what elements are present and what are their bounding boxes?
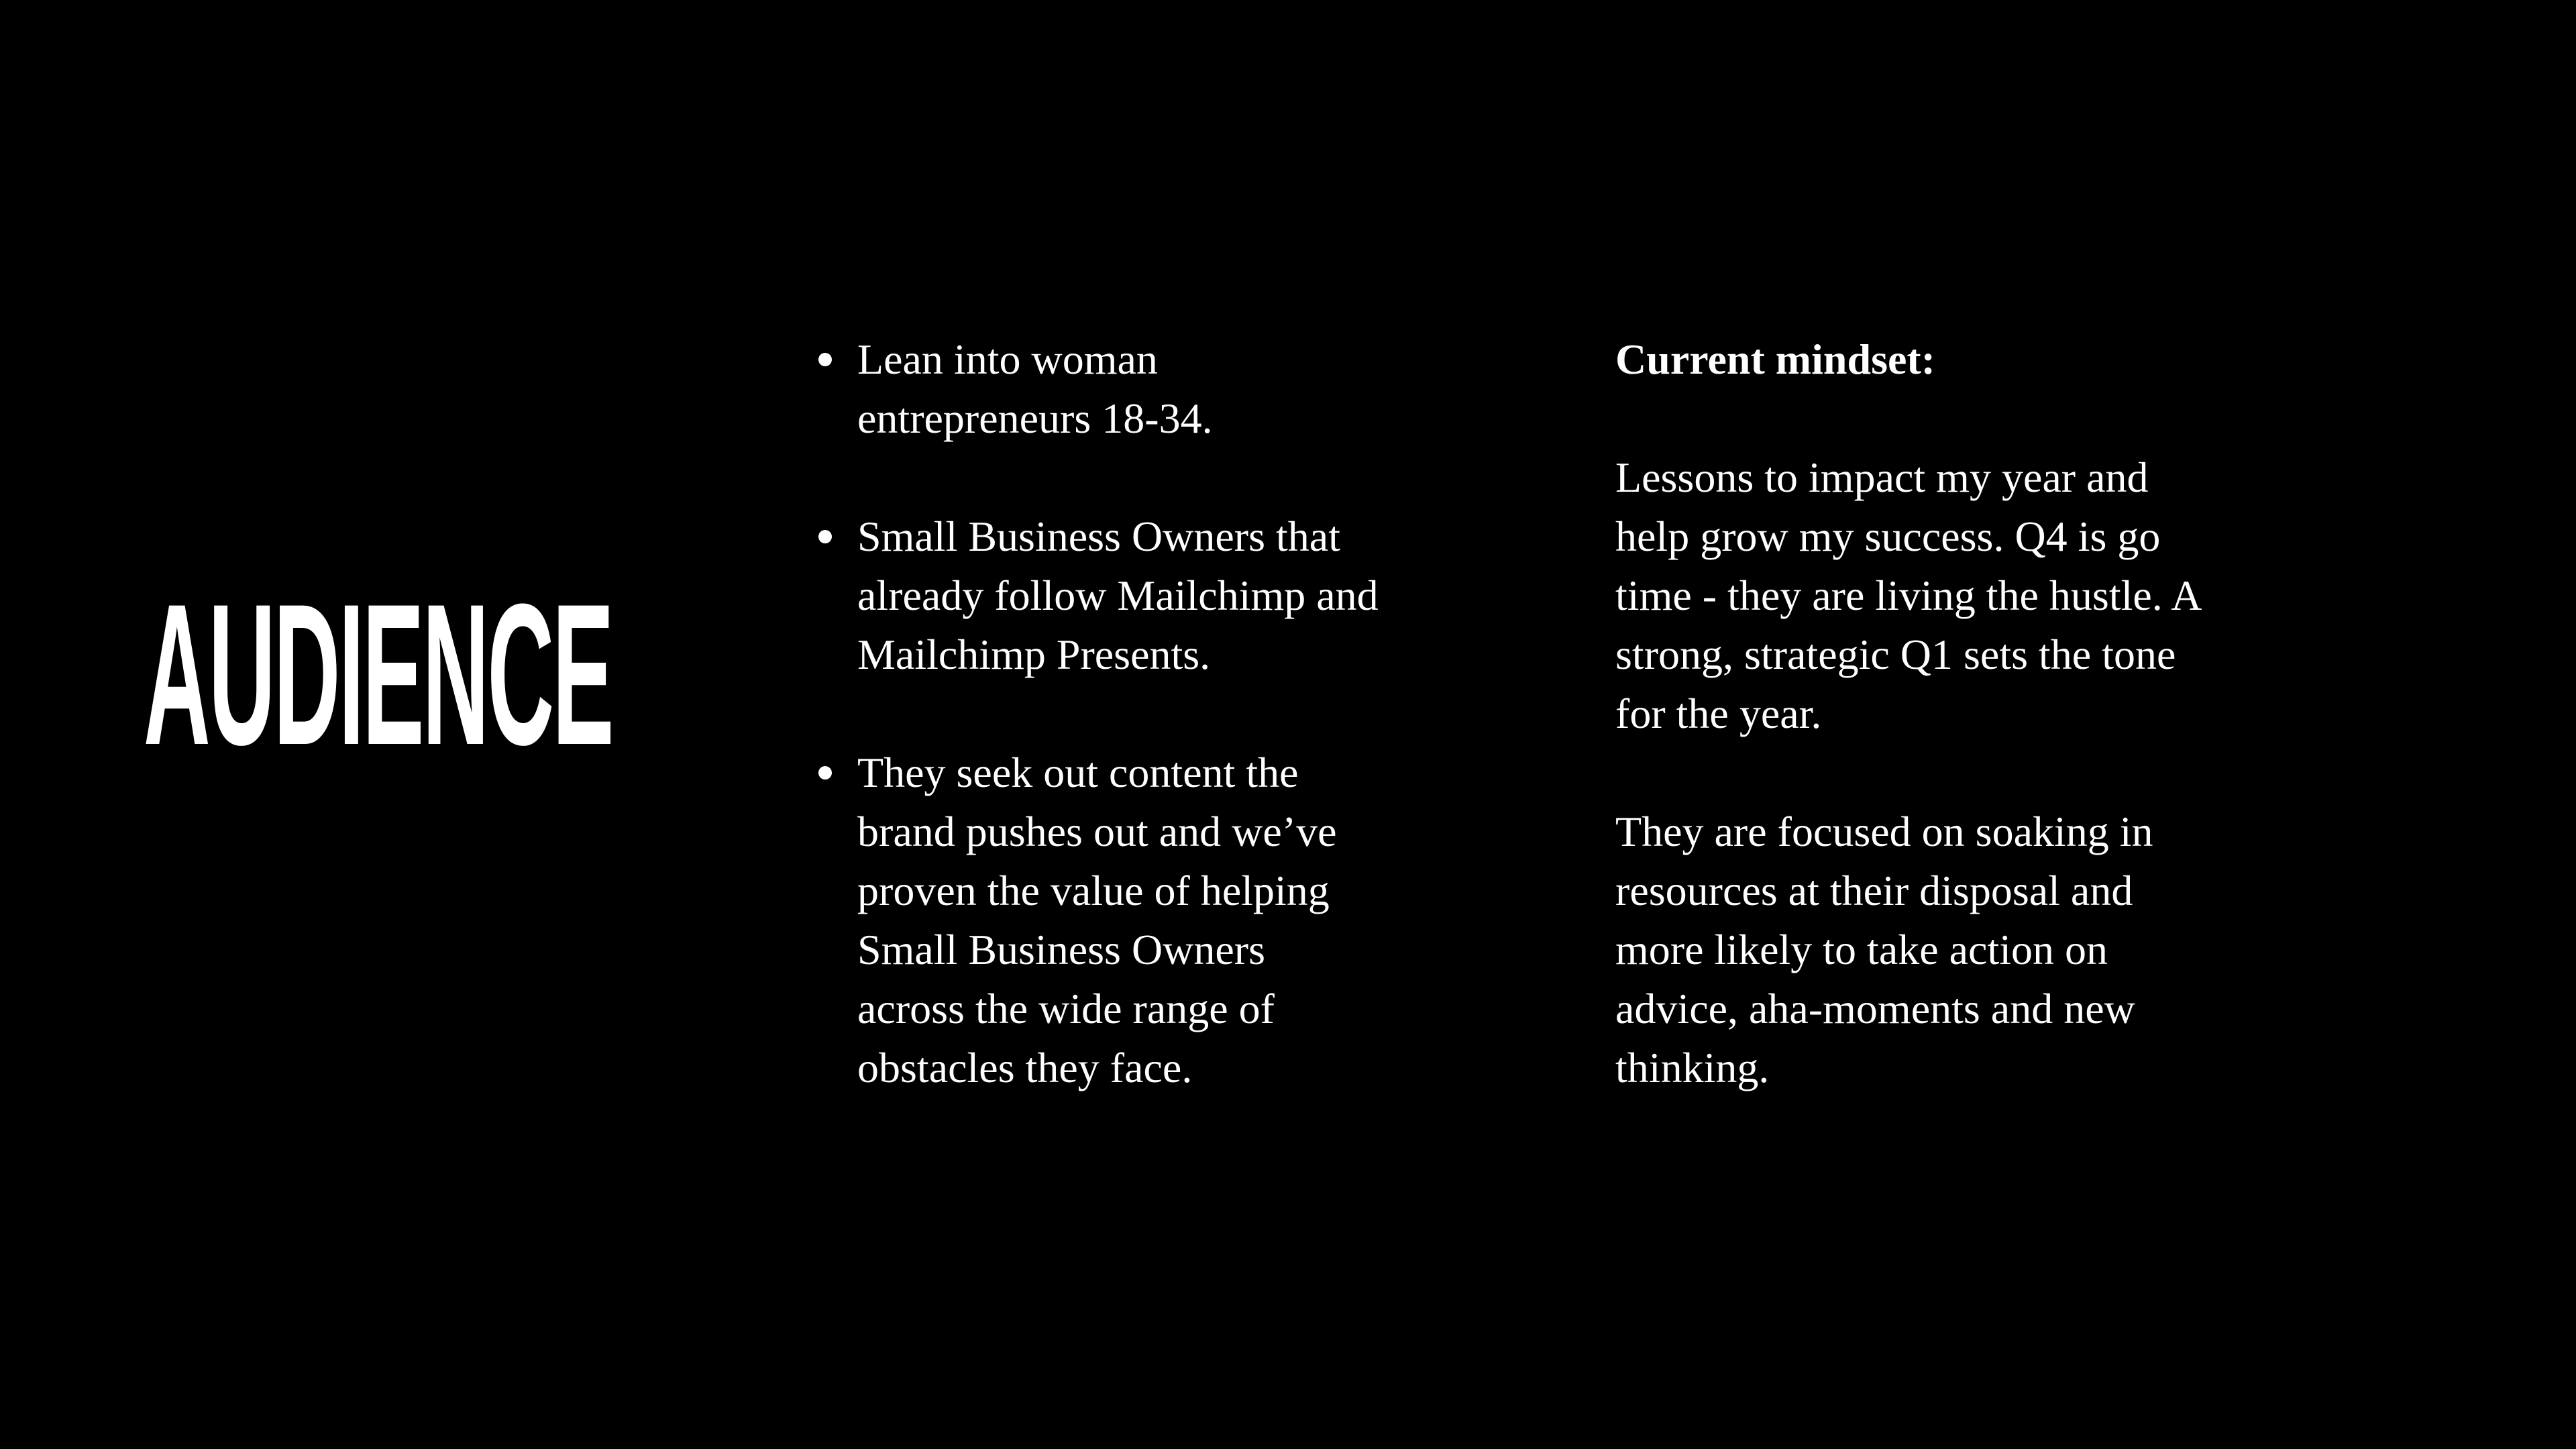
bullet-dot-icon — [818, 766, 832, 780]
mindset-heading: Current mindset: — [1615, 335, 1935, 383]
bullet-text: Small Business Owners that already follow Mailchimp and Mailchimp Presents. — [857, 513, 1379, 678]
mindset-column — [1615, 330, 2206, 1097]
slide-title: AUDIENCE — [144, 561, 612, 787]
mindset-paragraph: Lessons to impact my year and help grow my success. Q4 is go time - they are living the hustle. A strong, strategic Q1 sets the tone for the year. — [1615, 453, 2200, 737]
audience-bullet-list — [817, 330, 1381, 1097]
bullet-item — [817, 507, 1381, 684]
mindset-paragraph: They are focused on soaking in resources at their disposal and more likely to take action on advice, aha-moments and new thinking. — [1615, 808, 2153, 1091]
bullet-dot-icon — [818, 353, 832, 366]
bullet-text: They seek out content the brand pushes out and we’ve proven the value of helping Small Business Owners across the wide range of obstacles they face. — [857, 749, 1337, 1091]
bullet-text: Lean into woman entrepreneurs 18-34. — [857, 335, 1213, 442]
audience-bullets-column — [817, 330, 1381, 1097]
bullet-item — [817, 743, 1381, 1097]
bullet-dot-icon — [818, 530, 832, 543]
bullet-item — [817, 330, 1381, 448]
